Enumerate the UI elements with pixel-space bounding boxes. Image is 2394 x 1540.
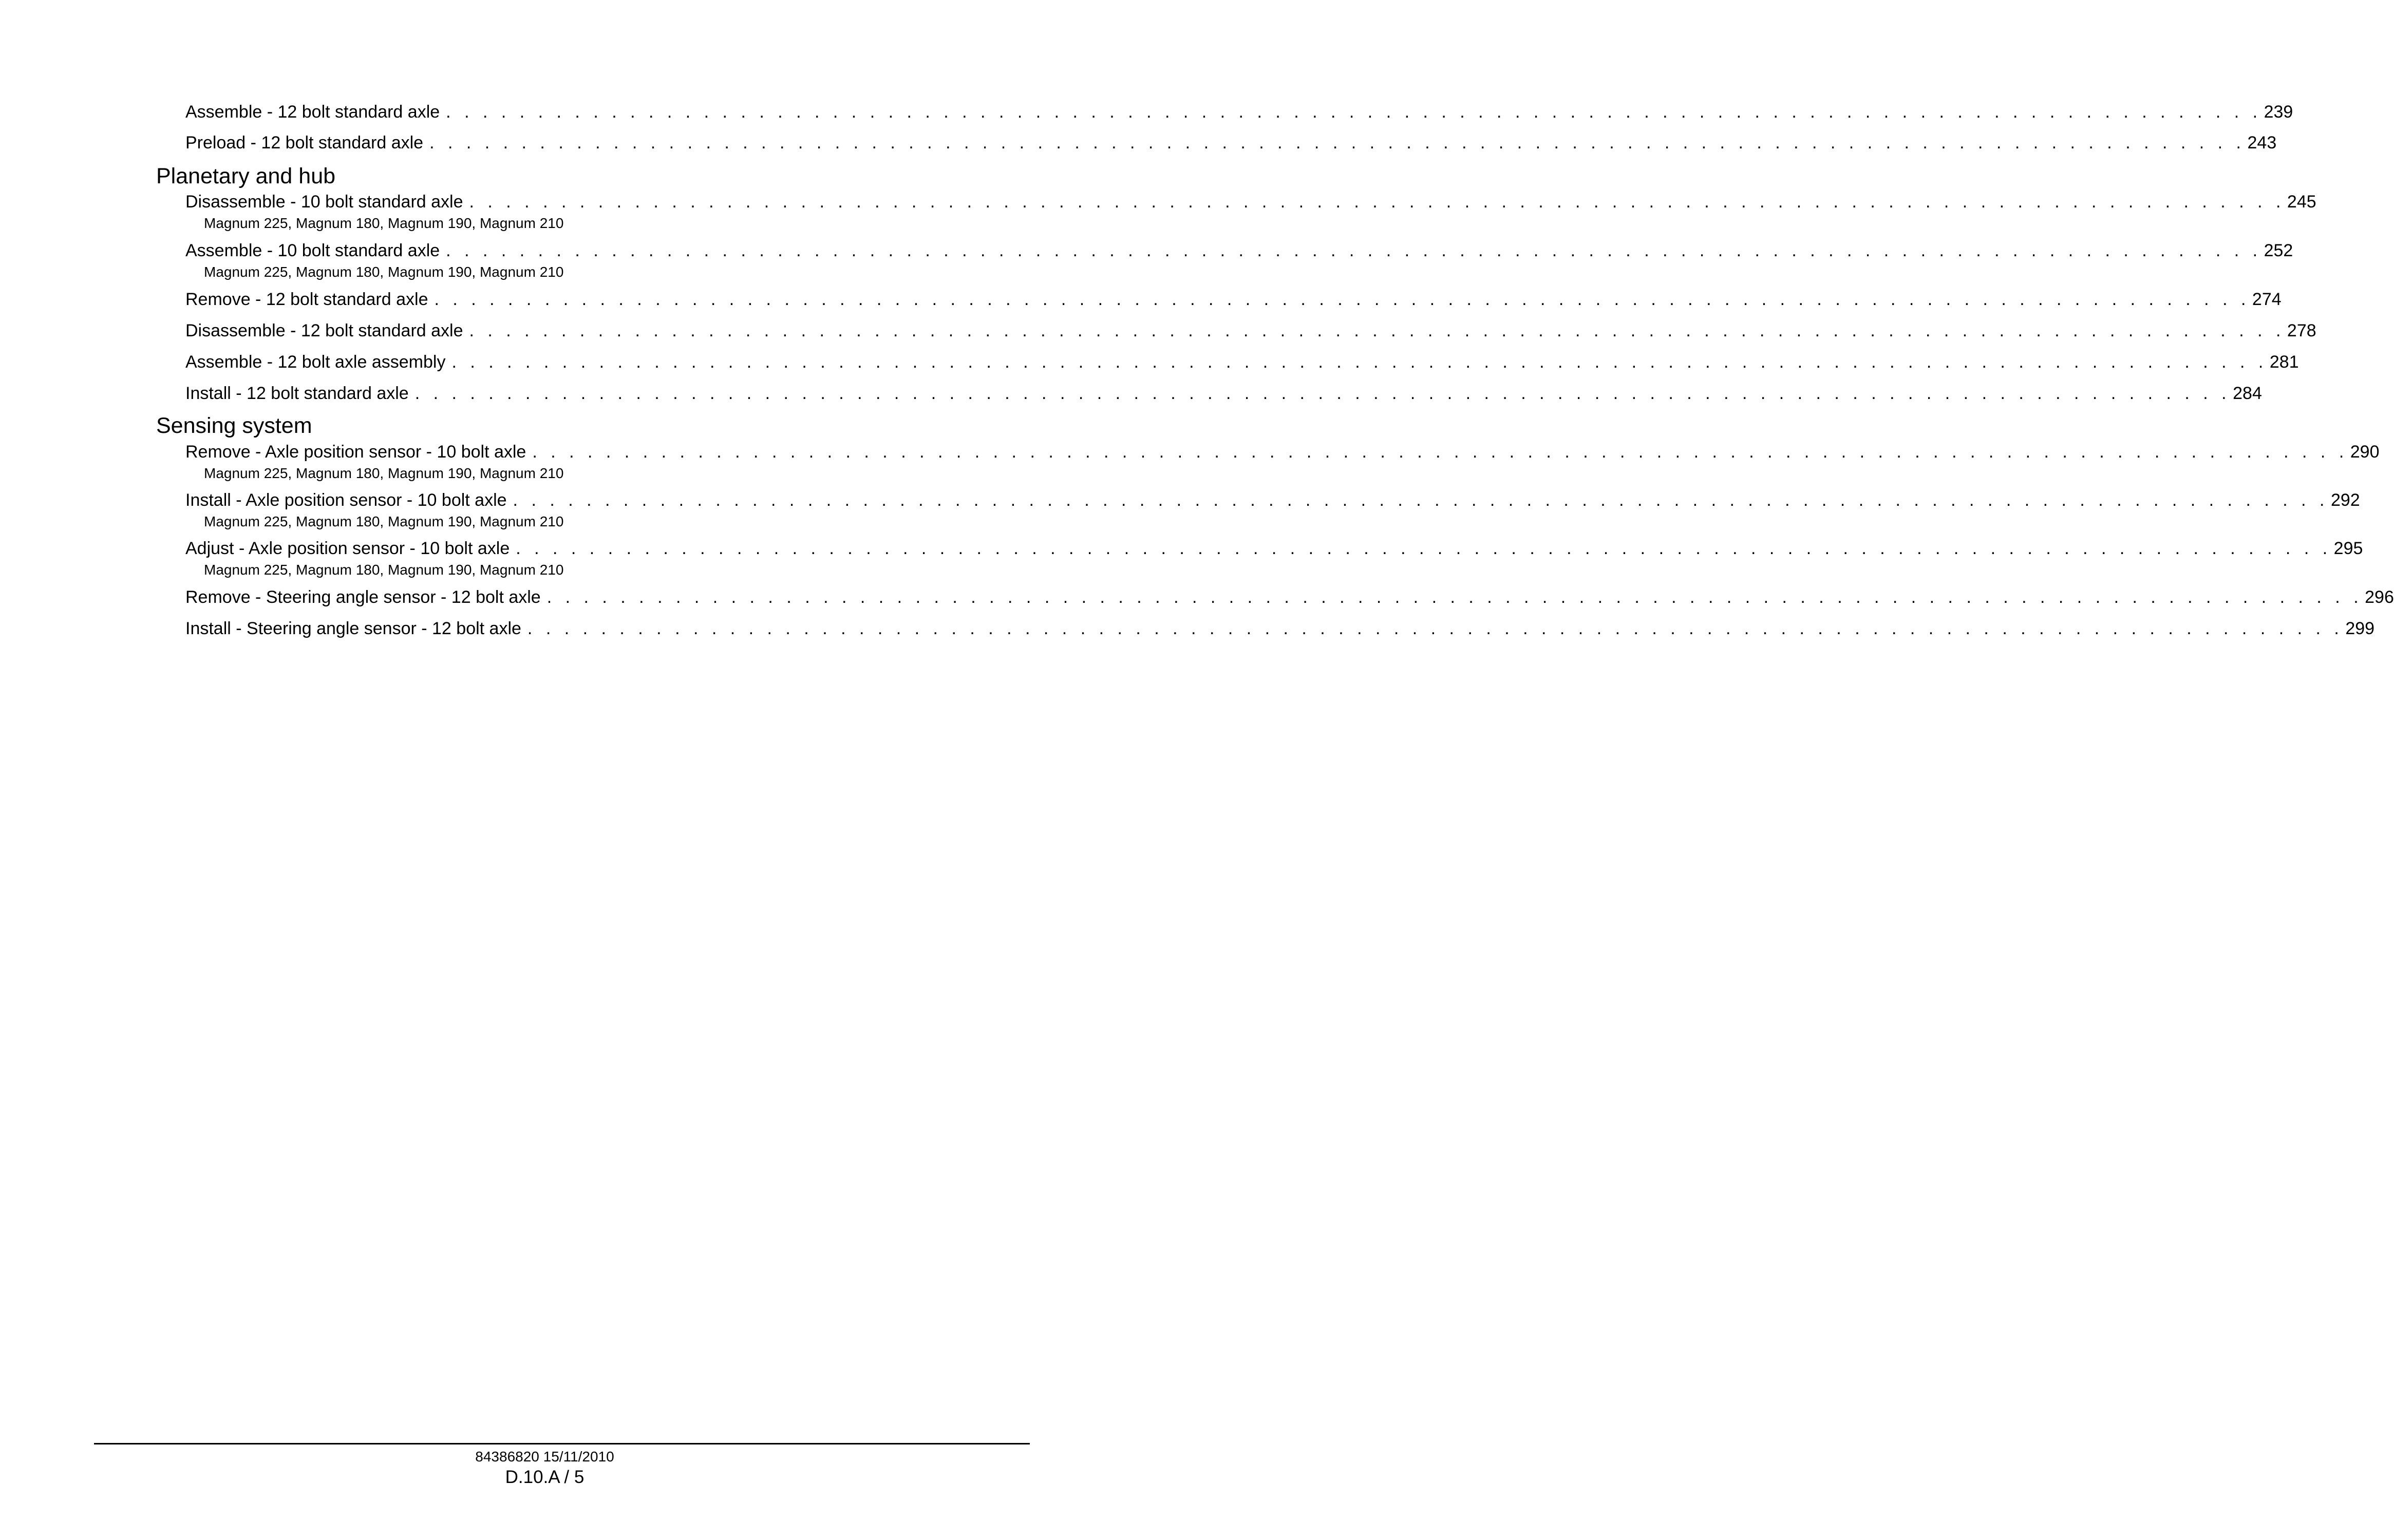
dot-leader: . . . . . . . . . . . . . . . . . . . . . . . . . . . . . . . . . . . . . . . . . . . . . . . . . . . . . . . . . . . . . . . . . . . . . . . . . . . . . . . . . . . . . . . . . . . . . . . . . . . <box>546 587 2363 607</box>
toc-entry-title[interactable]: Assemble - 10 bolt standard axle <box>185 241 440 260</box>
applicable-models: Magnum 225, Magnum 180, Magnum 190, Magnum 210 <box>204 465 564 481</box>
toc-entry[interactable] <box>185 381 2262 406</box>
dot-leader: . . . . . . . . . . . . . . . . . . . . . . . . . . . . . . . . . . . . . . . . . . . . . . . . . . . . . . . . . . . . . . . . . . . . . . . . . . . . . . . . . . . . . . . . . . . . . . . . . . . <box>469 192 2285 212</box>
toc-entry-line <box>185 439 2380 465</box>
dot-leader: . . . . . . . . . . . . . . . . . . . . . . . . . . . . . . . . . . . . . . . . . . . . . . . . . . . . . . . . . . . . . . . . . . . . . . . . . . . . . . . . . . . . . . . . . . . . . . . . . . . <box>434 290 2250 309</box>
toc-entry-title[interactable]: Disassemble - 10 bolt standard axle <box>185 192 463 212</box>
toc-page-number[interactable]: 243 <box>2247 133 2277 153</box>
toc-entry[interactable] <box>185 536 2363 579</box>
toc-entry[interactable] <box>185 318 2316 344</box>
toc-entry[interactable] <box>185 287 2282 312</box>
dot-leader: . . . . . . . . . . . . . . . . . . . . . . . . . . . . . . . . . . . . . . . . . . . . . . . . . . . . . . . . . . . . . . . . . . . . . . . . . . . . . . . . . . . . . . . . . . . . . . . . . . . <box>451 352 2268 372</box>
dot-leader: . . . . . . . . . . . . . . . . . . . . . . . . . . . . . . . . . . . . . . . . . . . . . . . . . . . . . . . . . . . . . . . . . . . . . . . . . . . . . . . . . . . . . . . . . . . . . . . . . . . <box>469 321 2285 340</box>
toc-entry-line <box>185 130 2277 156</box>
toc-entry-title[interactable]: Assemble - 12 bolt axle assembly <box>185 352 446 372</box>
dot-leader: . . . . . . . . . . . . . . . . . . . . . . . . . . . . . . . . . . . . . . . . . . . . . . . . . . . . . . . . . . . . . . . . . . . . . . . . . . . . . . . . . . . . . . . . . . . . . . . . . . . <box>527 619 2344 638</box>
toc-entry[interactable] <box>185 130 2277 156</box>
toc-entry-line <box>185 189 2316 215</box>
toc-page-number[interactable]: 239 <box>2264 102 2293 122</box>
section-heading: Planetary and hub <box>156 164 336 188</box>
toc-entry[interactable] <box>185 487 2360 530</box>
toc-entry-title[interactable]: Install - 12 bolt standard axle <box>185 384 409 403</box>
toc-entry-line <box>185 381 2262 406</box>
toc-entry-title[interactable]: Remove - Steering angle sensor - 12 bolt axle <box>185 587 541 607</box>
toc-page-number[interactable]: 295 <box>2333 539 2363 558</box>
toc-page-number[interactable]: 299 <box>2345 619 2375 638</box>
toc-entry[interactable] <box>185 616 2375 641</box>
toc-page-number[interactable]: 274 <box>2252 290 2282 309</box>
applicable-models: Magnum 225, Magnum 180, Magnum 190, Magnum 210 <box>204 215 564 231</box>
toc-page-number[interactable]: 278 <box>2287 321 2316 340</box>
toc-entry-title[interactable]: Remove - Axle position sensor - 10 bolt axle <box>185 442 526 462</box>
toc-entry-line <box>185 287 2282 312</box>
section-heading: Sensing system <box>156 413 312 438</box>
toc-entry-line <box>185 487 2360 513</box>
dot-leader: . . . . . . . . . . . . . . . . . . . . . . . . . . . . . . . . . . . . . . . . . . . . . . . . . . . . . . . . . . . . . . . . . . . . . . . . . . . . . . . . . . . . . . . . . . . . . . . . . . . <box>513 490 2329 510</box>
toc-entry-line <box>185 238 2293 263</box>
toc-entry-line <box>185 349 2299 375</box>
toc-entry-line <box>185 584 2394 610</box>
toc-entry-title[interactable]: Install - Axle position sensor - 10 bolt axle <box>185 490 507 510</box>
toc-entry[interactable] <box>185 349 2299 375</box>
toc-entry-line <box>185 99 2293 125</box>
dot-leader: . . . . . . . . . . . . . . . . . . . . . . . . . . . . . . . . . . . . . . . . . . . . . . . . . . . . . . . . . . . . . . . . . . . . . . . . . . . . . . . . . . . . . . . . . . . . . . . . . . . <box>532 442 2348 462</box>
dot-leader: . . . . . . . . . . . . . . . . . . . . . . . . . . . . . . . . . . . . . . . . . . . . . . . . . . . . . . . . . . . . . . . . . . . . . . . . . . . . . . . . . . . . . . . . . . . . . . . . . . . <box>516 539 2332 558</box>
footer-document-id-date: 84386820 15/11/2010 <box>475 1449 614 1465</box>
toc-entry-line <box>185 536 2363 561</box>
dot-leader: . . . . . . . . . . . . . . . . . . . . . . . . . . . . . . . . . . . . . . . . . . . . . . . . . . . . . . . . . . . . . . . . . . . . . . . . . . . . . . . . . . . . . . . . . . . . . . . . . . . <box>429 133 2246 153</box>
toc-page-number[interactable]: 252 <box>2264 241 2293 260</box>
toc-entry-title[interactable]: Adjust - Axle position sensor - 10 bolt axle <box>185 539 510 558</box>
toc-entry[interactable] <box>185 439 2380 482</box>
toc-entry-title[interactable]: Install - Steering angle sensor - 12 bolt axle <box>185 619 521 638</box>
applicable-models: Magnum 225, Magnum 180, Magnum 190, Magnum 210 <box>204 562 564 578</box>
dot-leader: . . . . . . . . . . . . . . . . . . . . . . . . . . . . . . . . . . . . . . . . . . . . . . . . . . . . . . . . . . . . . . . . . . . . . . . . . . . . . . . . . . . . . . . . . . . . . . . . . . . <box>446 102 2262 122</box>
toc-entry[interactable] <box>185 99 2293 125</box>
applicable-models: Magnum 225, Magnum 180, Magnum 190, Magnum 210 <box>204 514 564 529</box>
dot-leader: . . . . . . . . . . . . . . . . . . . . . . . . . . . . . . . . . . . . . . . . . . . . . . . . . . . . . . . . . . . . . . . . . . . . . . . . . . . . . . . . . . . . . . . . . . . . . . . . . . . <box>414 384 2231 403</box>
toc-entry[interactable] <box>185 238 2293 281</box>
toc-entry-line <box>185 318 2316 344</box>
toc-page-number[interactable]: 292 <box>2330 490 2360 510</box>
toc-entry-title[interactable]: Assemble - 12 bolt standard axle <box>185 102 440 122</box>
toc-entry[interactable] <box>185 584 2394 610</box>
applicable-models: Magnum 225, Magnum 180, Magnum 190, Magnum 210 <box>204 264 564 280</box>
toc-page-number[interactable]: 284 <box>2233 384 2262 403</box>
toc-page-number[interactable]: 281 <box>2269 352 2299 372</box>
toc-page-number[interactable]: 245 <box>2287 192 2316 212</box>
dot-leader: . . . . . . . . . . . . . . . . . . . . . . . . . . . . . . . . . . . . . . . . . . . . . . . . . . . . . . . . . . . . . . . . . . . . . . . . . . . . . . . . . . . . . . . . . . . . . . . . . . . <box>446 241 2262 260</box>
footer-divider <box>94 1443 1030 1444</box>
toc-entry[interactable] <box>185 189 2316 232</box>
toc-page-number[interactable]: 290 <box>2350 442 2380 462</box>
toc-entry-title[interactable]: Remove - 12 bolt standard axle <box>185 290 428 309</box>
toc-entry-title[interactable]: Preload - 12 bolt standard axle <box>185 133 424 153</box>
footer-page-reference: D.10.A / 5 <box>505 1467 585 1487</box>
toc-entry-line <box>185 616 2375 641</box>
toc-page-number[interactable]: 296 <box>2365 587 2394 607</box>
toc-entry-title[interactable]: Disassemble - 12 bolt standard axle <box>185 321 463 340</box>
